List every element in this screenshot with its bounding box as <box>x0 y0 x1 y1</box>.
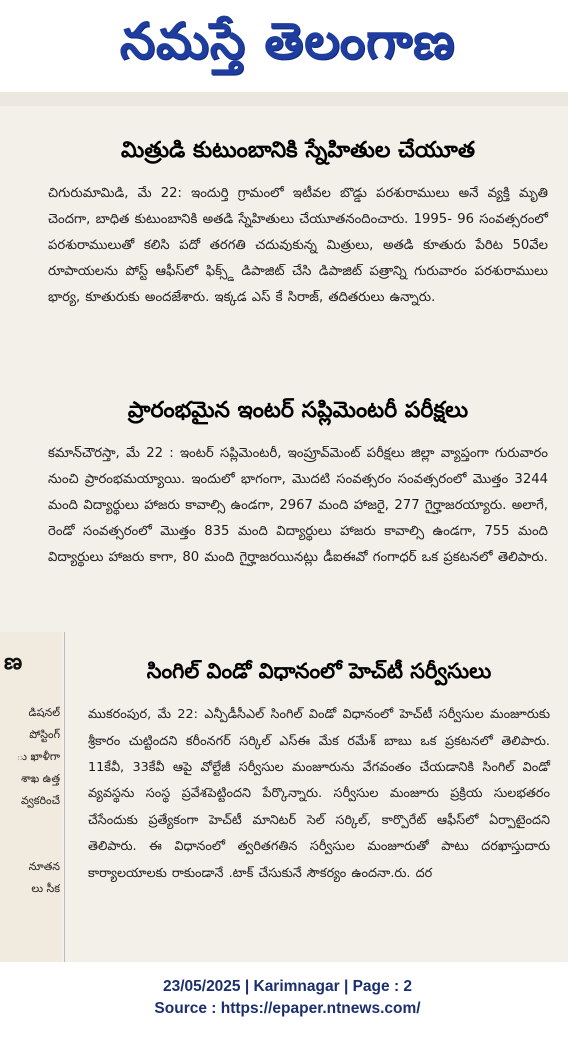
edition-info: 23/05/2025 | Karimnagar | Page : 2 <box>162 978 413 995</box>
article-headline: మిత్రుడి కుటుంబానికి స్నేహితుల చేయూత <box>121 138 475 164</box>
fragment-line: నూతన <box>28 860 60 873</box>
fragment-line: వ్వకరించే <box>21 794 60 807</box>
article-body: చిగురుమామిడి, మే 22: ఇందుర్తి గ్రామంలో ఇటీవల బొడ్డు పరశురాములు అనే వ్యక్తి మృతి చెందగా, బాధిత కుటుంబానికి అతడి స్నేహితులు చేయూతనందించారు. 1995- 96 సంవత్సరంలో పరశురాములుతో కలిసి పదో తరగతి చదువుకున్న మిత్రులు, అతడి కూతురు పేరిట 50వేల రూపాయలను పోస్ట్ ఆఫీస్‌లో ఫిక్స్డ్ డిపాజిట్ చేసి డిపాజిట్ పత్రాన్ని గురువారం పరశురాములు భార్య, కూతురుకు అందజేశారు. ఇక్కడ ఎస్ కే సిరాజ్, తదితరులు ఉన్నారు. <box>48 186 548 305</box>
article-friends-support <box>48 120 548 324</box>
article-body: కమాన్‌చౌరస్తా, మే 22 : ఇంటర్ సప్లిమెంటరీ, ఇంప్రూవ్‌మెంట్ పరీక్షలు జిల్లా వ్యాప్తంగా గురువారం నుంచి ప్రారంభమయ్యాయి. ఇందులో భాగంగా, మొదటి సంవత్సరం సంవత్సరంలో మొత్తం 3244 మంది విద్యార్థులు హాజరు కావాల్సి ఉండగా, 2967 మంది హాజరై, 277 గైర్హాజరయ్యారు. అలాగే, రెండో సంవత్సరంలో మొత్తం 835 మంది విద్యార్థులు హాజరు కావాల్సి ఉండగా, 755 మంది విద్యార్థులు హాజరు కాగా, 80 మంది గైర్హాజరయినట్లు డీఐఈవో గంగాధర్ ఒక ప్రకటనలో తెలిపారు. <box>48 446 548 565</box>
article-headline: ప్రారంభమైన ఇంటర్ సప్లిమెంటరీ పరీక్షలు <box>127 398 469 424</box>
column-divider <box>64 632 65 962</box>
article-inter-supplementary-exams <box>48 380 548 584</box>
page-footer <box>0 976 575 1020</box>
newspaper-clipping <box>0 92 568 962</box>
adjacent-column-fragment <box>0 632 62 962</box>
fragment-line: పోస్టింగ్ <box>29 728 60 741</box>
masthead <box>0 0 575 82</box>
fragment-heading: ణ <box>4 650 23 675</box>
article-headline: సింగిల్ విండో విధానంలో హెచ్‌టీ సర్వీసులు <box>146 659 492 684</box>
fragment-line: ు ఖాళీగా <box>16 750 60 763</box>
fragment-line <box>4 834 60 856</box>
fragment-line: డిషనల్ <box>28 706 60 719</box>
fragment-line: లు సీక <box>31 882 60 895</box>
article-single-window-ht-services <box>88 642 550 900</box>
newspaper-logo: నమస్తే తెలంగాణ <box>119 11 456 70</box>
article-body: ముకరంపుర, మే 22: ఎన్పీడీసీఎల్ సింగిల్ విండో విధానంలో హెచ్‌టీ సర్వీసుల మంజూరుకు శ్రీకారం చుట్టిందని కరీంనగర్ సర్కిల్ ఎస్ఈ మేక రమేశ్ బాబు ఒక ప్రకటనలో తెలిపారు. 11కేవీ, 33కేవీ ఆపై వోల్టేజీ సర్వీసుల మంజూరును వేగవంతం చేయడానికి సింగిల్ విండో వ్యవస్థను సంస్థ ప్రవేశపెట్టిందని పేర్కొన్నారు. సర్వీసుల మంజూరు ప్రక్రియ సులభతరం చేసేందుకు ప్రత్యేకంగా హెచ్‌టీ మానిటర్ సెల్ సర్కిల్, కార్పొరేట్ ఆఫీస్‌లో ఏర్పాటైందని తెలిపారు. ఈ విధానంలో త్వరితగతిన సర్వీసుల మంజూరుతో పాటు దరఖాస్తుదారు కార్యాలయాలకు రాకుండానే .టాక్ చేసుకునే సౌకర్యం ఉందనా.రు. దర <box>88 707 550 881</box>
fragment-line <box>4 812 60 834</box>
clipping-cut-edge <box>0 92 568 106</box>
fragment-line: శాఖ ఉత్త <box>21 772 60 785</box>
fragment-text <box>4 702 60 900</box>
source-link[interactable]: Source : https://epaper.ntnews.com/ <box>154 1000 421 1017</box>
